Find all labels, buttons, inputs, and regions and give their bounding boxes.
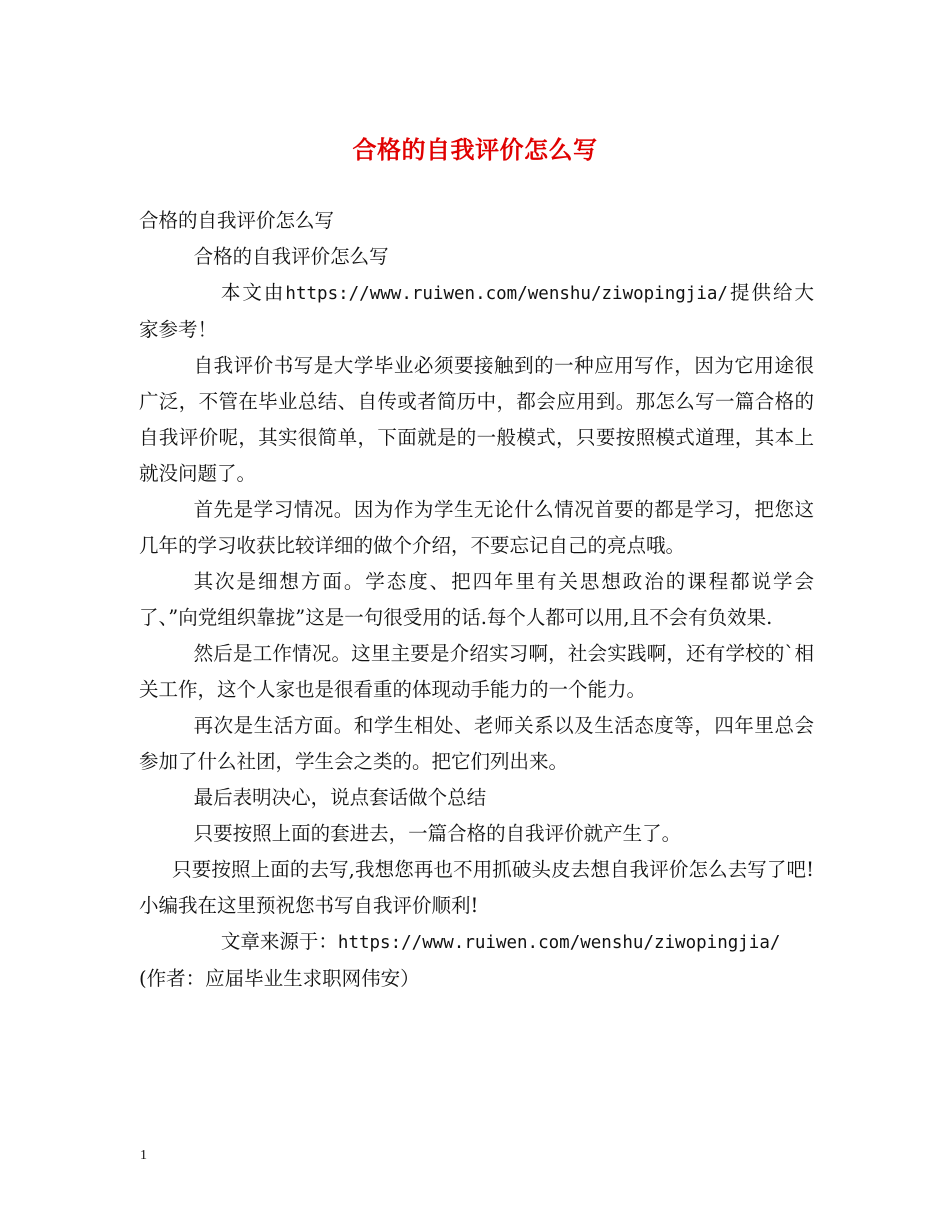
document-title: 合格的自我评价怎么写 bbox=[352, 136, 598, 164]
paragraph-intro: 自我评价书写是大学毕业必须要接触到的一种应用写作，因为它用途很广泛，不管在毕业总结、自传或者简历中，都会应用到。那怎么写一篇合格的自我评价呢，其实很简单，下面就是的一般模式，只要按照模式道理，其本上就没问题了。 bbox=[139, 354, 814, 485]
source-prefix: 本文由 bbox=[220, 281, 286, 304]
source-suffix: 提供给大家参考！ bbox=[139, 281, 814, 341]
page-number: 1 bbox=[140, 1148, 147, 1163]
document-body bbox=[139, 203, 814, 997]
heading-line: 合格的自我评价怎么写 bbox=[139, 209, 335, 232]
author-line: (作者：应届毕业生求职网伟安） bbox=[139, 967, 420, 990]
paragraph-thought: 其次是细想方面。学态度、把四年里有关思想政治的课程都说学会了、”向党组织靠拢”这是一句很受用的话.每个人都可以用,且不会有负效果. bbox=[139, 570, 814, 629]
source-paragraph bbox=[139, 275, 814, 348]
source-link[interactable]: https://www.ruiwen.com/wenshu/ziwopingjia/ bbox=[285, 284, 728, 304]
paragraph-closing: 只要按照上面的去写,我想您再也不用抓破头皮去想自我评价怎么去写了吧!小编我在这里预祝您书写自我评价顺利! bbox=[139, 858, 814, 917]
subheading-line: 合格的自我评价怎么写 bbox=[193, 245, 389, 268]
paragraph-resolve: 最后表明决心，说点套话做个总结 bbox=[193, 786, 487, 809]
footer-source-line bbox=[139, 924, 814, 961]
paragraph-work: 然后是工作情况。这里主要是介绍实习啊，社会实践啊，还有学校的`相关工作，这个人家也是很看重的体现动手能力的一个能力。 bbox=[139, 642, 814, 701]
paragraph-life: 再次是生活方面。和学生相处、老师关系以及生活态度等，四年里总会参加了什么社团，学生会之类的。把它们列出来。 bbox=[139, 714, 814, 773]
footer-link[interactable]: https://www.ruiwen.com/wenshu/ziwopingjia/ bbox=[337, 933, 781, 953]
paragraph-result: 只要按照上面的套进去，一篇合格的自我评价就产生了。 bbox=[193, 822, 682, 845]
footer-prefix: 文章来源于： bbox=[220, 930, 338, 953]
paragraph-study: 首先是学习情况。因为作为学生无论什么情况首要的都是学习，把您这几年的学习收获比较详细的做个介绍，不要忘记自己的亮点哦。 bbox=[139, 498, 814, 557]
